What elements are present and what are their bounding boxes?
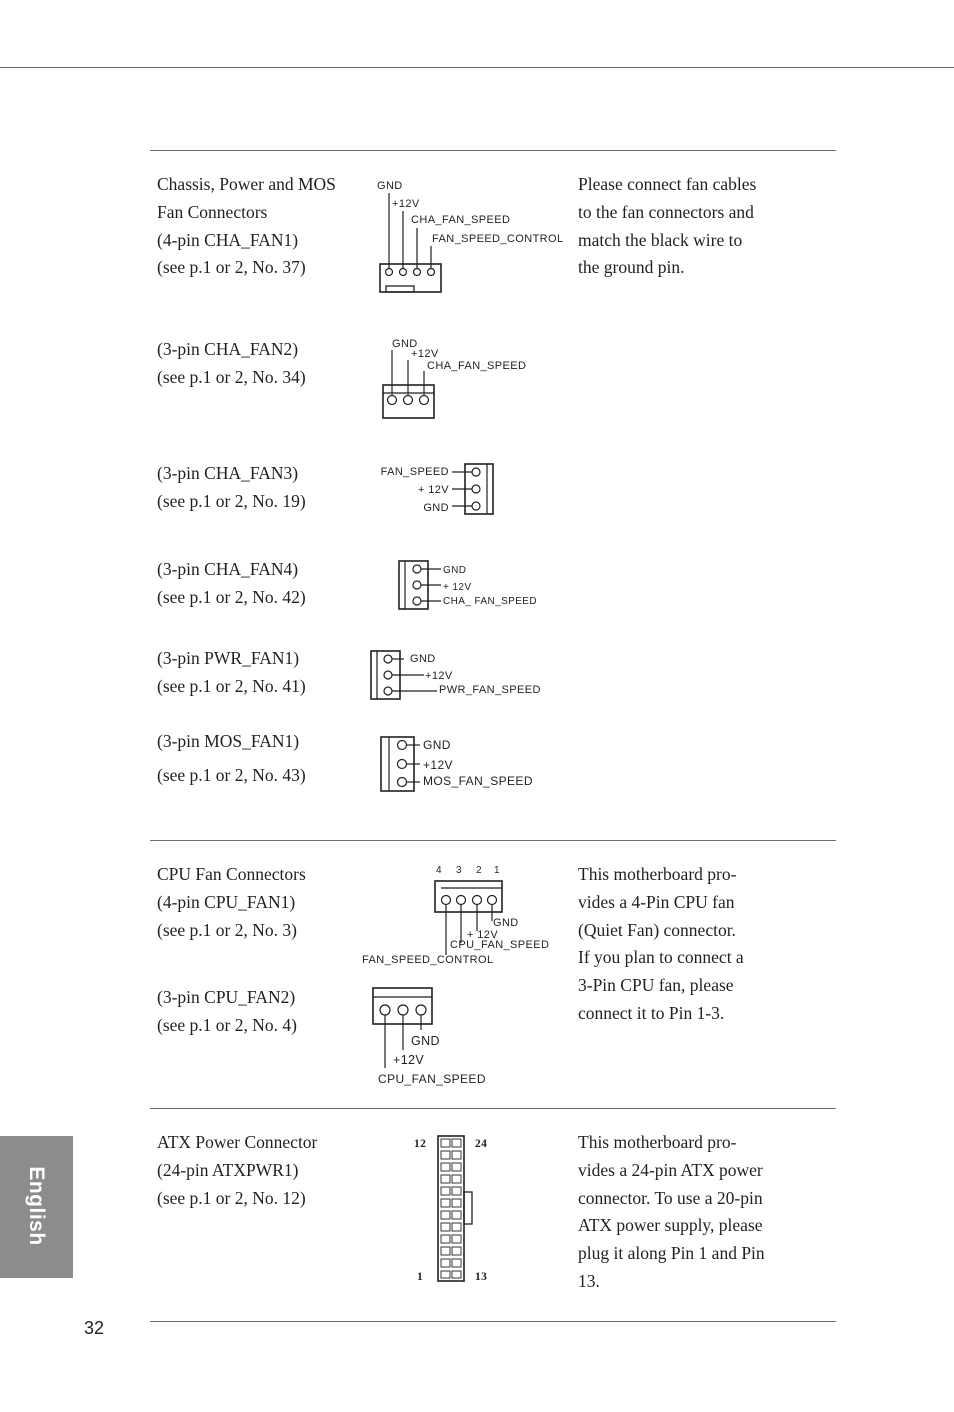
pin-label: FAN_SPEED_CONTROL <box>362 954 494 966</box>
pin-label: + 12V <box>467 929 499 941</box>
language-tab <box>0 1136 73 1278</box>
fan-connectors-description: Please connect fan cables to the fan connectors and match the black wire to the ground pin. <box>578 174 757 278</box>
cha-fan3-caption: (3-pin CHA_FAN3) (see p.1 or 2, No. 19) <box>157 463 306 511</box>
mos-fan1-diagram <box>381 737 420 791</box>
cpu-fan2-caption: (3-pin CPU_FAN2) (see p.1 or 2, No. 4) <box>157 987 297 1035</box>
pin-label: CHA_FAN_SPEED <box>411 214 511 226</box>
pin-number: 24 <box>475 1138 488 1150</box>
pin-number: 1 <box>417 1271 424 1283</box>
pin-label: GND <box>443 565 467 576</box>
atx-power-caption: ATX Power Connector (24-pin ATXPWR1) (see p.1 or 2, No. 12) <box>157 1132 318 1208</box>
cha-fan4-diagram <box>399 561 441 609</box>
pin-label: + 12V <box>417 484 449 496</box>
cpu-fan-description: This motherboard pro- vides a 4-Pin CPU fan (Quiet Fan) connector. If you plan to connect a 3-Pin CPU fan, please connect it to Pin 1-3. <box>578 864 744 1023</box>
pin-number: 1 <box>494 865 500 876</box>
atx-power-description: This motherboard pro- vides a 24-pin ATX power connector. To use a 20-pin ATX power supply, please plug it along Pin 1 and Pin 13. <box>578 1132 765 1291</box>
mos-fan1-caption: (3-pin MOS_FAN1) (see p.1 or 2, No. 43) <box>157 731 306 785</box>
pin-label: FAN_SPEED_CONTROL <box>432 233 564 245</box>
pin-number: 4 <box>436 865 442 876</box>
pin-label: CPU_FAN_SPEED <box>378 1072 486 1086</box>
pin-label: GND <box>423 738 451 752</box>
pin-label: MOS_FAN_SPEED <box>423 774 533 788</box>
pin-label: +12V <box>423 758 453 772</box>
pin-label: GND <box>392 338 418 350</box>
pin-label: GND <box>377 180 403 192</box>
cha-fan4-caption: (3-pin CHA_FAN4) (see p.1 or 2, No. 42) <box>157 559 306 607</box>
pin-label: +12V <box>425 670 453 682</box>
pin-label: GND <box>410 653 436 665</box>
pin-label: GND <box>423 502 449 514</box>
pin-number: 12 <box>414 1138 427 1150</box>
pin-label: CHA_ FAN_SPEED <box>443 596 537 607</box>
pin-label: GND <box>411 1034 440 1048</box>
pin-number: 3 <box>456 865 462 876</box>
fan-connectors-heading: Chassis, Power and MOS Fan Connectors (4-pin CHA_FAN1) (see p.1 or 2, No. 37) <box>157 174 336 278</box>
page-number: 32 <box>84 1318 105 1338</box>
pin-label: + 12V <box>443 582 472 593</box>
atx-24pin-diagram <box>438 1136 472 1281</box>
pin-label: CPU_FAN_SPEED <box>450 939 550 951</box>
pin-label: +12V <box>392 198 420 210</box>
pin-number: 13 <box>475 1271 488 1283</box>
pin-label: PWR_FAN_SPEED <box>439 684 541 696</box>
pin-label: +12V <box>411 348 439 360</box>
pin-label: +12V <box>393 1053 425 1067</box>
cpu-fan1-caption: CPU Fan Connectors (4-pin CPU_FAN1) (see p.1 or 2, No. 3) <box>157 864 306 940</box>
pwr-fan1-caption: (3-pin PWR_FAN1) (see p.1 or 2, No. 41) <box>157 648 306 696</box>
pin-label: CHA_FAN_SPEED <box>427 360 527 372</box>
pin-number: 2 <box>476 865 482 876</box>
cha-fan3-diagram <box>452 464 493 514</box>
pin-label: FAN_SPEED <box>380 466 449 478</box>
language-tab-label: English <box>25 1166 48 1246</box>
cha-fan2-caption: (3-pin CHA_FAN2) (see p.1 or 2, No. 34) <box>157 339 306 387</box>
pin-label: GND <box>493 917 519 929</box>
